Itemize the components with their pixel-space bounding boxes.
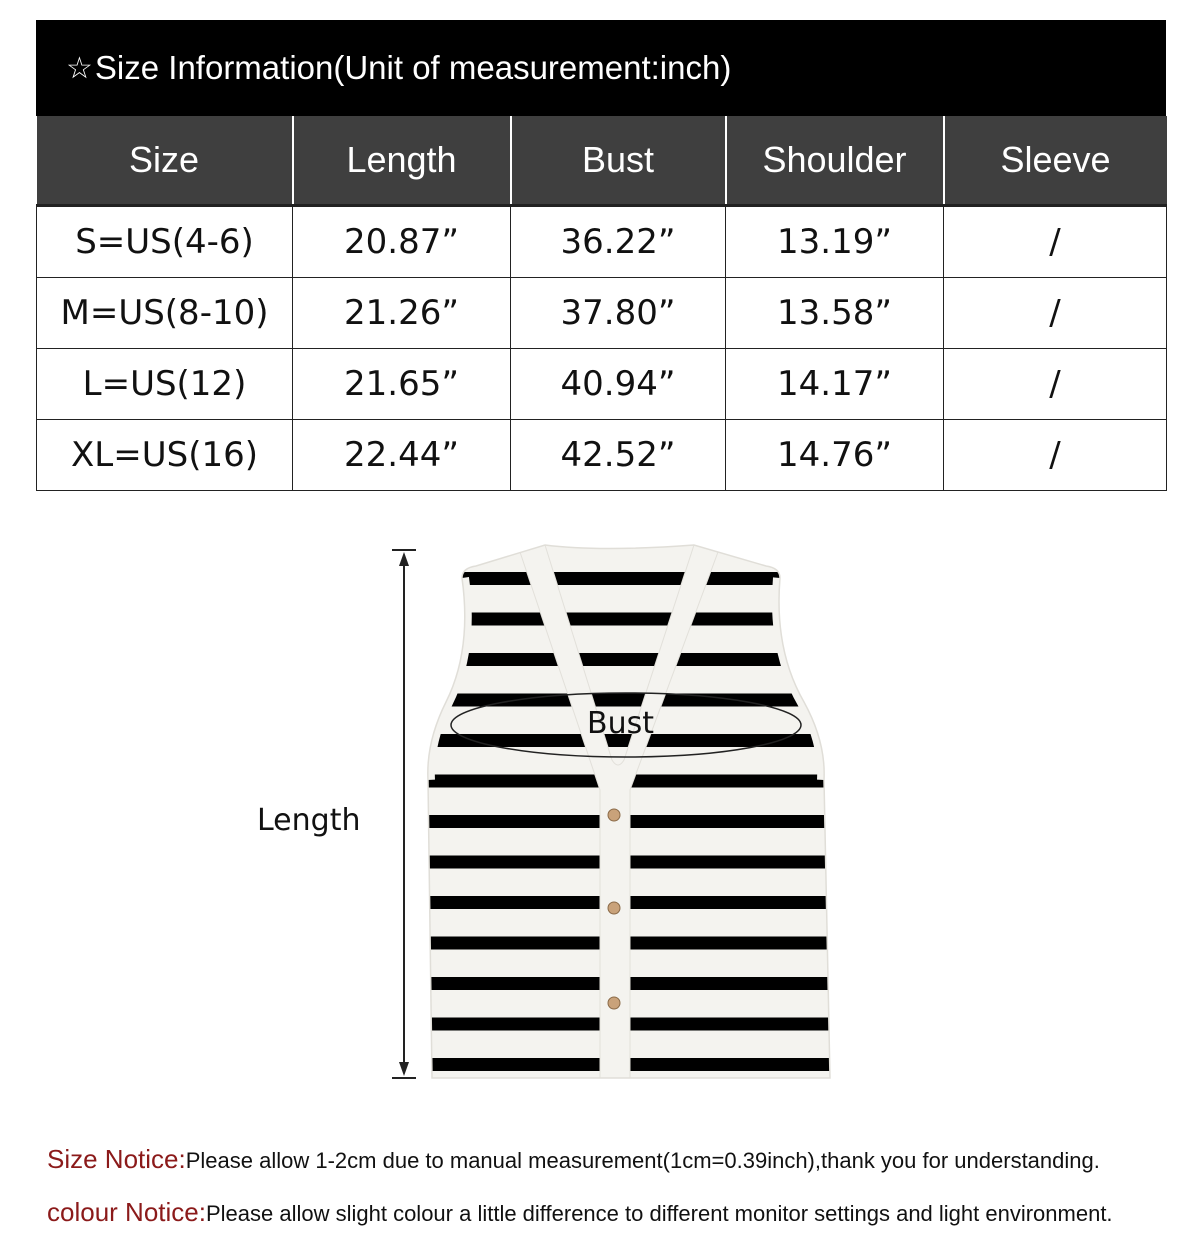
table-cell: M=US(8-10) (37, 278, 293, 349)
table-cell: 14.76” (726, 420, 944, 491)
vest-stripe (420, 653, 840, 666)
column-header-length: Length (293, 116, 511, 206)
column-header-size: Size (37, 116, 293, 206)
table-cell: 20.87” (293, 206, 511, 278)
table-cell: XL=US(16) (37, 420, 293, 491)
size-table (36, 116, 1167, 491)
length-arrow (392, 550, 416, 1078)
page-title: Size Information(Unit of measurement:inch) (94, 49, 732, 86)
table-cell: 40.94” (511, 349, 726, 420)
size-info-title-bar (36, 20, 1166, 116)
table-cell: 42.52” (511, 420, 726, 491)
table-cell: 21.26” (293, 278, 511, 349)
table-cell: 13.19” (726, 206, 944, 278)
column-header-bust: Bust (511, 116, 726, 206)
table-cell: / (944, 420, 1167, 491)
vest-diagram (0, 540, 1200, 1100)
table-row (37, 206, 1167, 278)
table-row (37, 420, 1167, 491)
colour-notice (47, 1197, 1113, 1228)
vest-body (420, 540, 840, 1085)
colour-notice-text: Please allow slight colour a little difference to different monitor settings and light environment. (205, 1201, 1113, 1226)
table-row (37, 349, 1167, 420)
star-icon: ☆ (66, 50, 93, 86)
column-header-shoulder: Shoulder (726, 116, 944, 206)
table-row (37, 278, 1167, 349)
column-header-sleeve: Sleeve (944, 116, 1167, 206)
size-notice-text: Please allow 1-2cm due to manual measurement(1cm=0.39inch),thank you for understanding. (185, 1148, 1100, 1173)
table-cell: 36.22” (511, 206, 726, 278)
table-header-row (37, 116, 1167, 206)
table-cell: 13.58” (726, 278, 944, 349)
table-cell: S=US(4-6) (37, 206, 293, 278)
table-cell: 21.65” (293, 349, 511, 420)
size-notice-label: Size Notice: (47, 1144, 186, 1174)
bust-label: Bust (587, 706, 654, 741)
size-notice (47, 1144, 1100, 1175)
table-cell: 14.17” (726, 349, 944, 420)
table-cell: L=US(12) (37, 349, 293, 420)
table-cell: / (944, 278, 1167, 349)
vest-button (608, 997, 620, 1009)
table-cell: 22.44” (293, 420, 511, 491)
colour-notice-label: colour Notice: (47, 1197, 206, 1227)
vest-button (608, 902, 620, 914)
table-cell: / (944, 349, 1167, 420)
vest-stripe (420, 694, 840, 707)
vest-button (608, 809, 620, 821)
table-cell: 37.80” (511, 278, 726, 349)
length-label: Length (257, 803, 361, 838)
table-cell: / (944, 206, 1167, 278)
